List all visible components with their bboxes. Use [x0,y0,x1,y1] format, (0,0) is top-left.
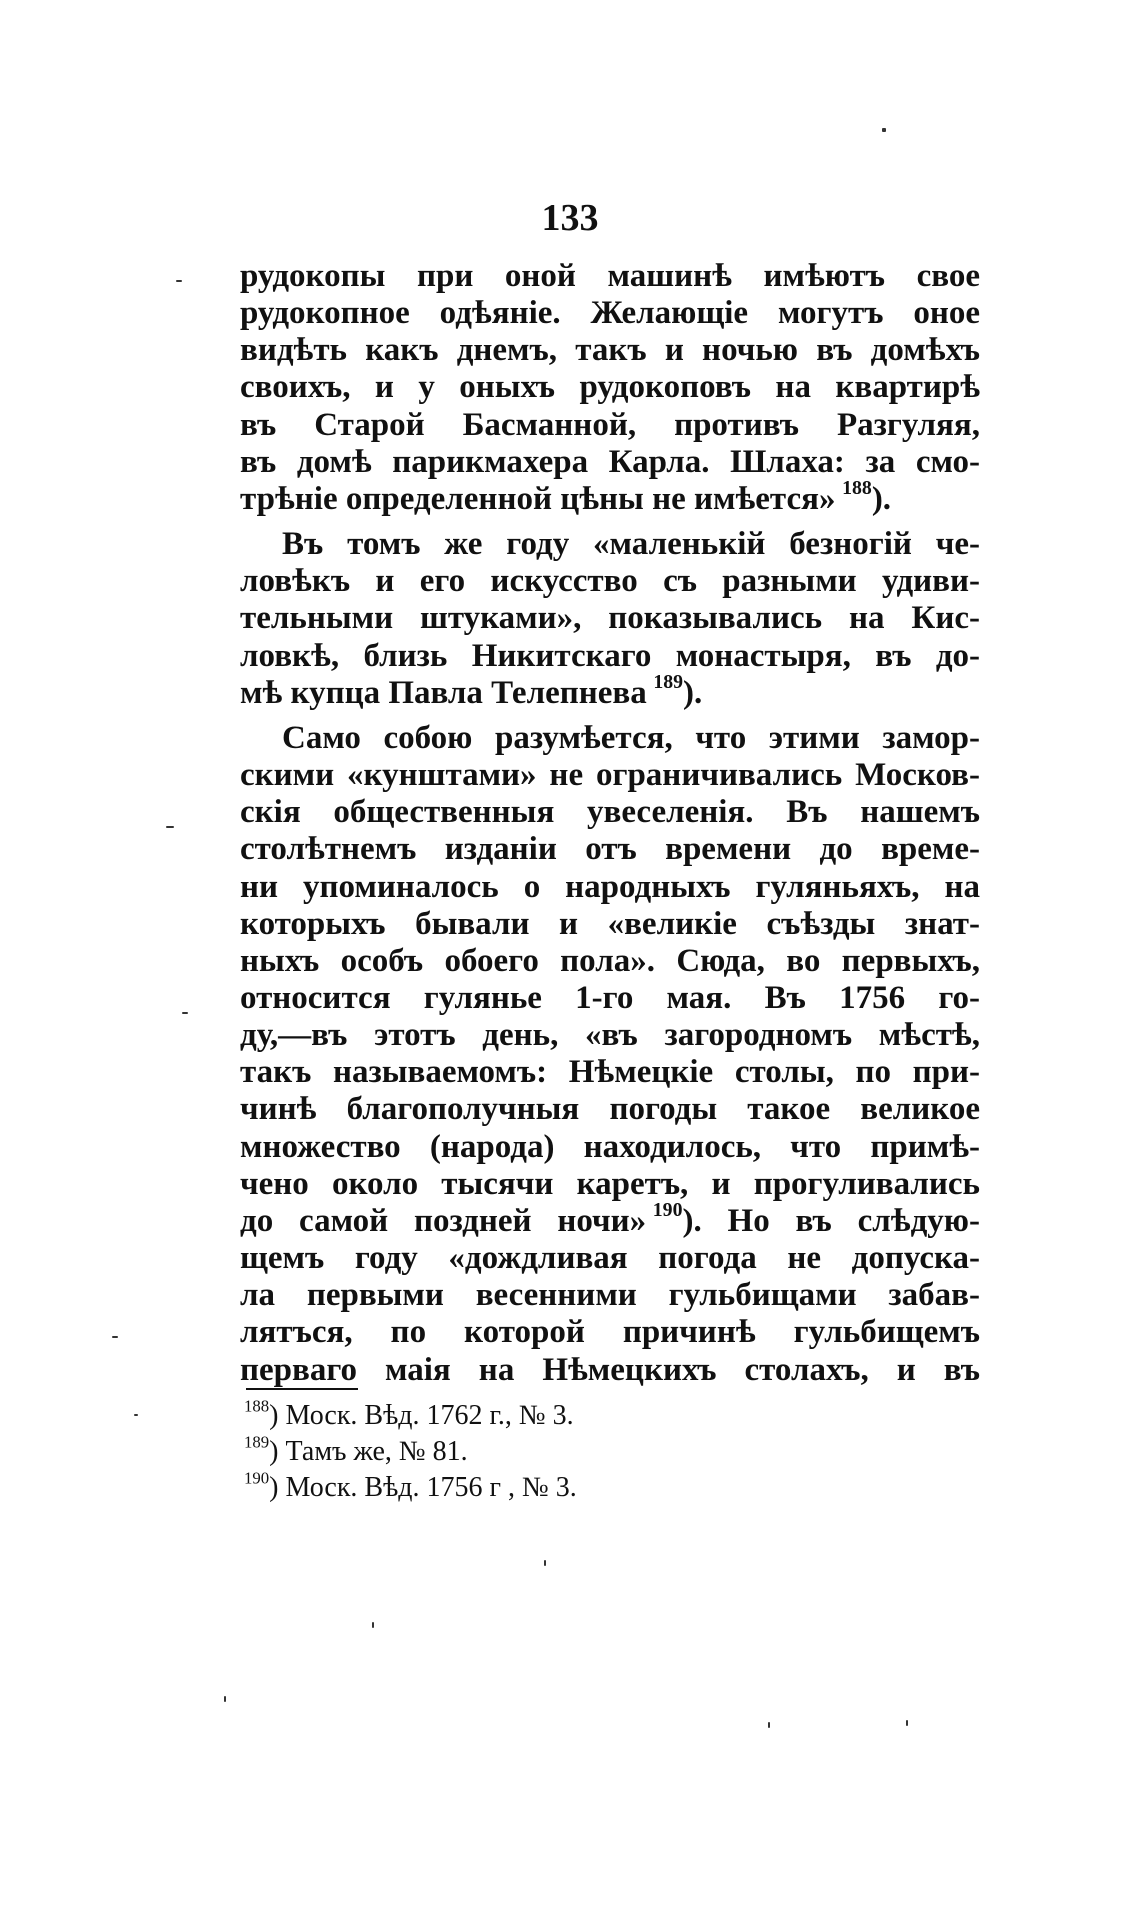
footnote [244,1398,944,1434]
text-line: лятъся, по которой причинѣ гульбищемъ [240,1314,980,1351]
text-line: Въ томъ же году «маленькій безногій че- [282,526,980,563]
scan-speck [372,1622,374,1628]
footnote [244,1470,944,1506]
text-line-tail: ). Но въ слѣдую- [682,1202,980,1239]
text-line: столѣтнемъ изданіи отъ времени до време- [240,831,980,868]
paragraph-3 [240,720,980,1389]
scan-speck [768,1722,770,1728]
scan-speck [224,1696,226,1702]
footnote-number: 189 [244,1432,270,1452]
text-line: видѣть какъ днемъ, такъ и ночью въ домѣхъ [240,332,980,369]
text-line-tail: ). [683,674,703,711]
text-line: ловкѣ, близь Никитскаго монастыря, въ до- [240,637,980,674]
text-line-content: мѣ купца Павла Телепнева [240,674,647,711]
text-line: рудокопное одѣяніе. Желающіе могутъ оное [240,295,980,332]
text-line-content: до самой поздней ночи» [240,1202,647,1239]
footnote-ref: 190 [652,1199,683,1222]
text-line: ловѣкъ и его искусство съ разными удиви- [240,563,980,600]
footnote [244,1434,944,1470]
text-line [240,477,980,518]
text-line: Само собою разумѣется, что этими замор- [282,719,980,756]
text-line: въ Старой Басманной, противъ Разгуляя, [240,406,980,443]
footnote-text: ) Моск. Вѣд. 1756 г , № 3. [269,1472,577,1503]
text-line: относится гулянье 1-го мая. Въ 1756 го- [240,979,980,1016]
text-line: ныхъ особъ обоего пола». Сюда, во первыхъ, [240,942,980,979]
scan-speck [112,1336,118,1338]
scan-speck [134,1414,138,1416]
text-line: перваго маія на Нѣмецкихъ столахъ, и въ [240,1351,980,1388]
text-line: скія общественныя увеселенія. Въ нашемъ [240,794,980,831]
text-line: скими «кунштами» не ограничивались Москов- [240,757,980,794]
footnote-number: 190 [244,1468,270,1488]
footnote-separator [246,1388,358,1390]
scan-speck [182,1012,188,1014]
text-line: которыхъ бывали и «великіе съѣзды знат- [240,905,980,942]
body-text [240,258,980,1397]
text-line: тельными штуками», показывались на Кис- [240,600,980,637]
text-line: ду,—въ этотъ день, «въ загородномъ мѣстѣ, [240,1017,980,1054]
text-line: такъ называемомъ: Нѣмецкіе столы, по при- [240,1054,980,1091]
text-line: въ домѣ парикмахера Карла. Шлаха: за смо- [240,443,980,480]
text-line: множество (народа) находилось, что примѣ- [240,1128,980,1165]
scan-speck [176,280,182,282]
footnote-number: 188 [244,1396,270,1416]
text-line: ни упоминалось о народныхъ гуляньяхъ, на [240,868,980,905]
footnote-ref: 188 [842,477,872,500]
text-line: чинѣ благополучныя погоды такое великое [240,1091,980,1128]
text-line: щемъ году «дождливая погода не допуска- [240,1240,980,1277]
text-line: ла первыми весенними гульбищами забав- [240,1277,980,1314]
scan-speck [906,1720,908,1726]
footnote-text: ) Тамъ же, № 81. [269,1436,468,1467]
text-line-content: трѣніе определенной цѣны не имѣется» [240,480,836,517]
text-line [240,1199,980,1240]
page-number: 133 [541,197,599,239]
paragraph-1 [240,258,980,518]
footnotes [244,1398,944,1506]
scan-speck [882,128,886,132]
text-line [240,670,980,712]
text-line-tail: ). [871,480,892,517]
footnote-text: ) Моск. Вѣд. 1762 г., № 3. [269,1400,574,1431]
text-line: рудокопы при оной машинѣ имѣютъ свое [240,258,980,294]
footnote-ref: 189 [653,670,684,693]
paragraph-2 [240,526,980,712]
text-line: чено около тысячи каретъ, и прогуливались [240,1165,980,1202]
scan-speck [166,826,174,828]
text-line: своихъ, и у оныхъ рудокоповъ на квартирѣ [240,369,980,406]
scan-speck [544,1560,546,1566]
